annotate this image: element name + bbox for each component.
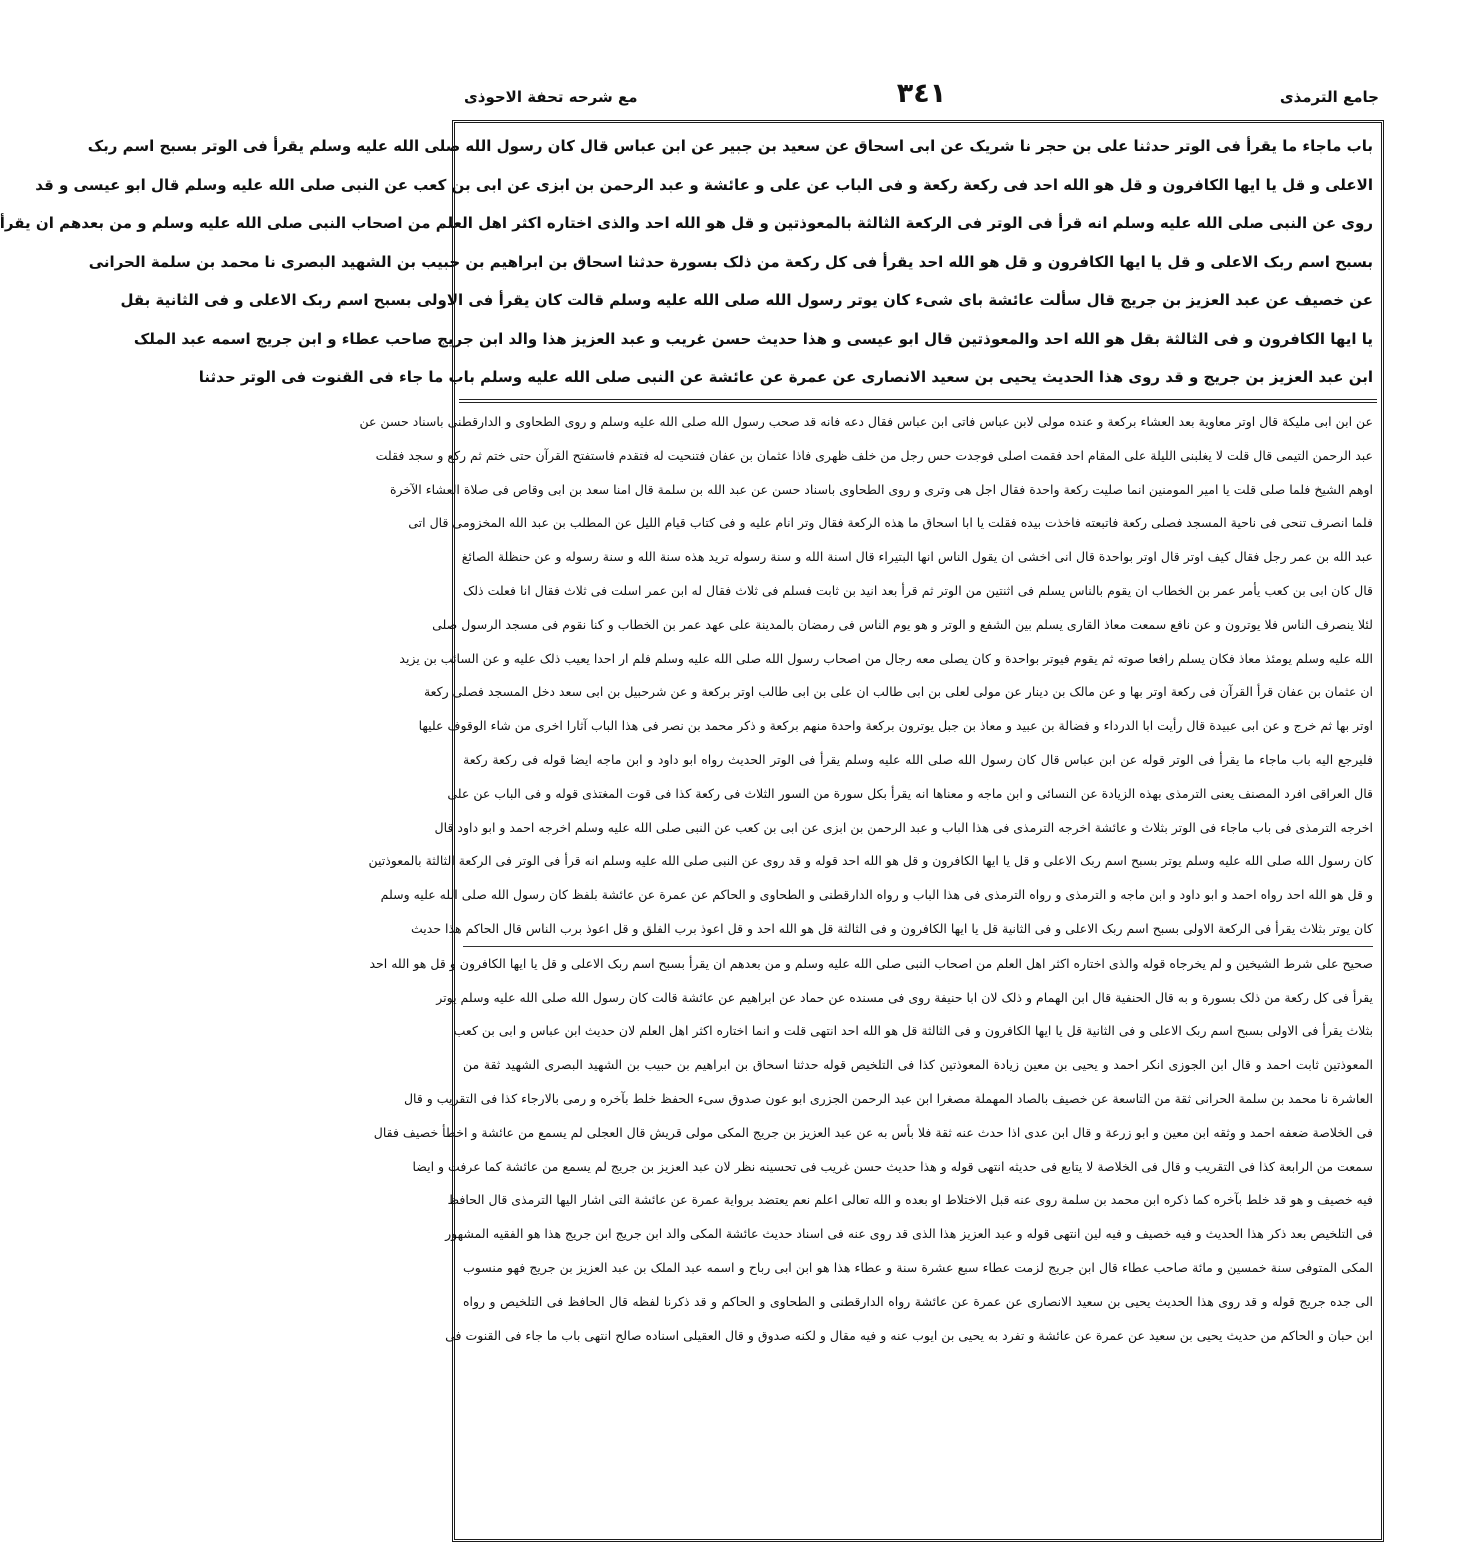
commentary-line: عبد الرحمن التیمی قال قلت لا یغلبنی اللیلة علی المقام احد فقمت اصلی فوجدت حس رجل من خلف ظهری فاذا عثمان بن عفان فتنحیت له فتقدم فاستفتح القرآن حتی ختم ثم رکع و سجد فقلت [375,447,1373,463]
commentary-line: فیه خصیف و هو قد خلط بآخره کما ذکره ابن محمد بن سلمة روی عنه قبل الاختلاط او بعده و الله تعالی اعلم نعم یعتضد بروایة عمرة عن عائشة التی اشار الیها الترمذی قال الحافظ [447,1192,1373,1208]
main-text-block [0,127,1373,397]
commentary-line: عن ابن ابی ملیکة قال اوتر معاویة بعد العشاء برکعة و عنده مولی لابن عباس فاتی ابن عباس فقال دعه فانه قد صحب رسول الله صلی الله علیه وسلم و روی الطحاوی و الدارقطنی باسناد حسن عن [359,414,1373,429]
main-text-line: ابن عبد العزیز بن جریج و قد روی هذا الحدیث یحیی بن سعید الانصاری عن عمرة عن عائشة عن النبی صلی الله علیه وسلم باب ما جاء فی القنوت فی الوتر حدثنا [198,368,1373,386]
commentary-line: الله علیه وسلم یومئذ معاذ فکان یسلم رافعا صوته ثم یقوم فیوتر بواحدة و کان یصلی معه رجال من اصحاب رسول الله صلی الله علیه وسلم فلم ار احدا یعیب ذلک علیه و عن السائب بن یزید [399,650,1373,666]
main-text-line: باب ماجاء ما یقرأ فی الوتر حدثنا علی بن حجر نا شریک عن ابی اسحاق عن سعید بن جبیر عن ابن عباس قال کان رسول الله صلی الله علیه وسلم یقرأ فی الوتر بسبح اسم ربک [87,137,1373,155]
commentary-line: الی جده جریج قوله و قد روی هذا الحدیث یحیی بن سعید الانصاری عن عمرة عن عائشة رواه الدارقطنی و الطحاوی و الحاکم و قد ذکرنا لفظه قال الحافظ فی التلخیص و رواه [463,1293,1373,1309]
commentary-line: اخرجه الترمذی فی باب ماجاء فی الوتر بثلاث و عائشة اخرجه الترمذی فی هذا الباب و عبد الرحمن بن ابزی عن ابی بن کعب عن النبی صلی الله علیه وسلم اخرجه احمد و ابو داود قال [434,819,1373,835]
commentary-line: فلیرجع الیه باب ماجاء ما یقرأ فی الوتر قوله عن ابن عباس قال کان رسول الله صلی الله علیه وسلم یقرأ فی الوتر الحدیث رواه ابو داود و ابن ماجه ایضا قوله فی رکعة رکعة [463,751,1373,767]
page-header [464,78,1379,120]
commentary-line: عبد الله بن عمر رجل فقال کیف اوتر قال اوتر بواحدة قال انی اخشی ان یقول الناس انها البتیراء قال اسنة الله و سنة رسوله ترید هذه سنة الله و سنة رسوله و عن حنظلة الصائغ [461,549,1373,565]
main-text-line: عن خصیف عن عبد العزیز بن جریج قال سألت عائشة بای شیء کان یوتر رسول الله صلی الله علیه وسلم قالت کان یقرأ فی الاولی بسبح اسم ربک الاعلی و فی الثانیة بقل [120,291,1373,309]
commentary-line: کان رسول الله صلی الله علیه وسلم یوتر بسبح اسم ربک الاعلی و قل یا ایها الکافرون و قل هو الله احد قوله و قد روی عن النبی صلی الله علیه وسلم انه قرأ فی الوتر فی الرکعة الثالثة بالمعوذتین [368,853,1373,869]
commentary-line: ان عثمان بن عفان قرأ القرآن فی رکعة اوتر بها و عن مالک بن دینار عن مولی لعلی بن ابی طالب ان علی بن ابی طالب اوتر برکعة و عن شرحبیل بن ابی سعد دخل المسجد فصلی رکعة [423,684,1373,700]
book-title: جامع الترمذی [1279,88,1379,106]
commentary-line: قال کان ابی بن کعب یأمر عمر بن الخطاب ان یقوم بالناس یسلم فی اثنتین من الوتر ثم قرأ بعد انید بن ثابت فسلم فی ثلاث فقال له ابن عمر اسلت فی ثلاث فقال انا فعلت ذلک [463,582,1373,598]
commentary-line: بثلاث یقرأ فی الاولی بسبح اسم ربک الاعلی و فی الثانیة قل یا ایها الکافرون و فی الثالثة قل هو الله احد انتهی قلت و انما اختاره اکثر اهل العلم لان حدیث ابن عباس و ابی بن کعب [453,1023,1373,1039]
commentary-line: اوتر بها ثم خرج و عن ابی عبیدة قال رأیت ابا الدرداء و فضالة بن عبید و معاذ بن جبل یوترون برکعة واحدة منهم برکعة و ذکر محمد بن نصر فی هذا الباب آثارا اخری من شاء الوقوف علیها [418,718,1373,734]
commentary-line: فلما انصرف تنحی فی ناحیة المسجد فصلی رکعة فاتبعته فاخذت بیده فقلت یا ابا اسحاق ما هذه الرکعة فقال وتر انام علیه و فی کتاب قیام اللیل عن المطلب بن عبد الله المخزومی قال اتی [408,515,1373,531]
commentary-line: فی التلخیص بعد ذکر هذا الحدیث و فیه خصیف و فیه لین انتهی قوله و عبد العزیز هذا الذی قد روی عنه فی اسناد حدیث عائشة المکی والد ابن جریج ابن جریج هذا هو الفقیه المشهور [445,1226,1373,1242]
text-frame [0,120,1384,1542]
page-number: ٣٤١ [896,78,947,109]
commentary-line: کان یوتر بثلاث یقرأ فی الرکعة الاولی بسبح اسم ربک الاعلی و فی الثانیة قل یا ایها الکافرون و فی الثالثة قل هو الله احد و قل اعوذ برب الفلق و قل اعوذ برب الناس قال الحاکم هذا حدیث [463,912,1373,947]
main-text-line: بسبح اسم ربک الاعلی و قل یا ایها الکافرون و قل هو الله احد یقرأ فی کل رکعة من ذلک بسورة حدثنا اسحاق بن ابراهیم بن حبیب بن الشهید البصری نا محمد بن سلمة الحرانی [88,252,1373,271]
section-divider [459,399,1377,403]
commentary-line: یقرأ فی کل رکعة من ذلک بسورة و به قال الحنفیة قال ابن الهمام و ذلک لان ابا حنیفة روی فی مسنده عن حماد عن ابراهیم عن عائشة قالت کان رسول الله صلی الله علیه وسلم یوتر [436,989,1373,1005]
commentary-line: لئلا ینصرف الناس فلا یوترون و عن نافع سمعت معاذ القاری یسلم بین الشفع و الوتر و هو یوم الناس فی رمضان بالمدینة علی عهد عمر بن الخطاب و کنا نقوم فی مسجد الرسول صلی [432,616,1373,632]
main-text-line: یا ایها الکافرون و فی الثالثة بقل هو الله احد والمعوذتین قال ابو عیسی و هذا حدیث حسن غریب و عبد العزیز هذا والد ابن جریج صاحب عطاء و ابن جریج اسمه عبد الملک [133,329,1373,348]
commentary-line: اوهم الشیخ فلما صلی قلت یا امیر المومنین انما صلیت رکعة واحدة فقال اجل هی وتری و روی الطحاوی باسناد حسن عن عبد الله بن سلمة قال امنا سعد بن ابی وقاص فی صلاة العشاء الآخرة [390,481,1373,497]
commentary-line: سمعت من الرابعة کذا فی التقریب و قال فی الخلاصة لا یتابع فی حدیثه انتهی قوله و هذا حدیث حسن غریب فی تحسینه نظر لان عبد العزیز بن جریج لم یسمع من عائشة کما عرفت و ایضا [412,1158,1373,1174]
commentary-block [359,405,1373,1531]
commentary-line: العاشرة نا محمد بن سلمة الحرانی ثقة من التاسعة عن خصیف بالصاد المهملة مصغرا ابن عبد الرحمن الجزری ابو عون صدوق سیء الحفظ خلط بآخره و رمی بالارجاء کذا فی التقریب و قال [403,1090,1373,1106]
commentary-line: و قل هو الله احد رواه احمد و ابو داود و ابن ماجه و الترمذی و رواه الترمذی فی هذا الباب و رواه الدارقطنی و الطحاوی و الحاکم عن عمرة عن عائشة بلفظ کان رسول الله صلی الله علیه وسلم [380,887,1373,903]
commentary-line: فی الخلاصة ضعفه احمد و وثقه ابن معین و ابو زرعة و قال ابن عدی اذا حدث عنه ثقة فلا بأس به عن عبد العزیز بن جریج المکی مولی قریش قال العجلی لم یسمع من عائشة و اخطأ خصیف فقال [373,1124,1373,1140]
commentary-line: المکی المتوفی سنة خمسین و مائة صاحب عطاء قال ابن جریج لزمت عطاء سبع عشرة سنة و عطاء هذا هو ابن ابی رباح و اسمه عبد الملک بن عبد العزیز بن جریج فهو منسوب [463,1259,1373,1275]
main-text-line: الاعلی و قل یا ایها الکافرون و قل هو الله احد فی رکعة رکعة و فی الباب عن علی و عائشة و عبد الرحمن بن ابزی عن ابی بن کعب عن النبی صلی الله علیه وسلم قال ابو عیسی و قد [35,175,1373,194]
commentary-line: ابن حبان و الحاکم من حدیث یحیی بن سعید عن عمرة عن عائشة و تفرد به یحیی بن ایوب عنه و فیه مقال و لکنه صدوق و قال العقیلی اسناده صالح انتهی باب ما جاء فی القنوت فی [445,1327,1373,1343]
commentary-title: مع شرحه تحفة الاحوذی [464,88,638,106]
commentary-line: صحیح علی شرط الشیخین و لم یخرجاه قوله والذی اختاره اکثر اهل العلم من اصحاب النبی صلی الله علیه وسلم و من بعدهم ان یقرأ بسبح اسم ربک الاعلی و قل یا ایها الکافرون و قل هو الله احد [369,955,1373,971]
commentary-line [463,1352,1373,1386]
commentary-line: قال العراقی افرد المصنف یعنی الترمذی بهذه الزیادة عن النسائی و ابن ماجه و معناها انه یقرأ بکل سورة من السور الثلاث فی رکعة کذا فی قوت المغتذی قوله و فی الباب عن علی [447,785,1373,801]
main-text-line: روی عن النبی صلی الله علیه وسلم انه قرأ فی الوتر فی الرکعة الثالثة بالمعوذتین و قل هو الله احد والذی اختاره اکثر اهل العلم من اصحاب النبی صلی الله علیه وسلم و من بعدهم ان یقرأ [0,214,1373,232]
commentary-line: المعوذتین ثابت احمد و قال ابن الجوزی انکر احمد و یحیی بن معین زیادة المعوذتین کذا فی التلخیص قوله حدثنا اسحاق بن ابراهیم بن حبیب بن الشهید البصری الشهید ثقة من [463,1057,1373,1073]
